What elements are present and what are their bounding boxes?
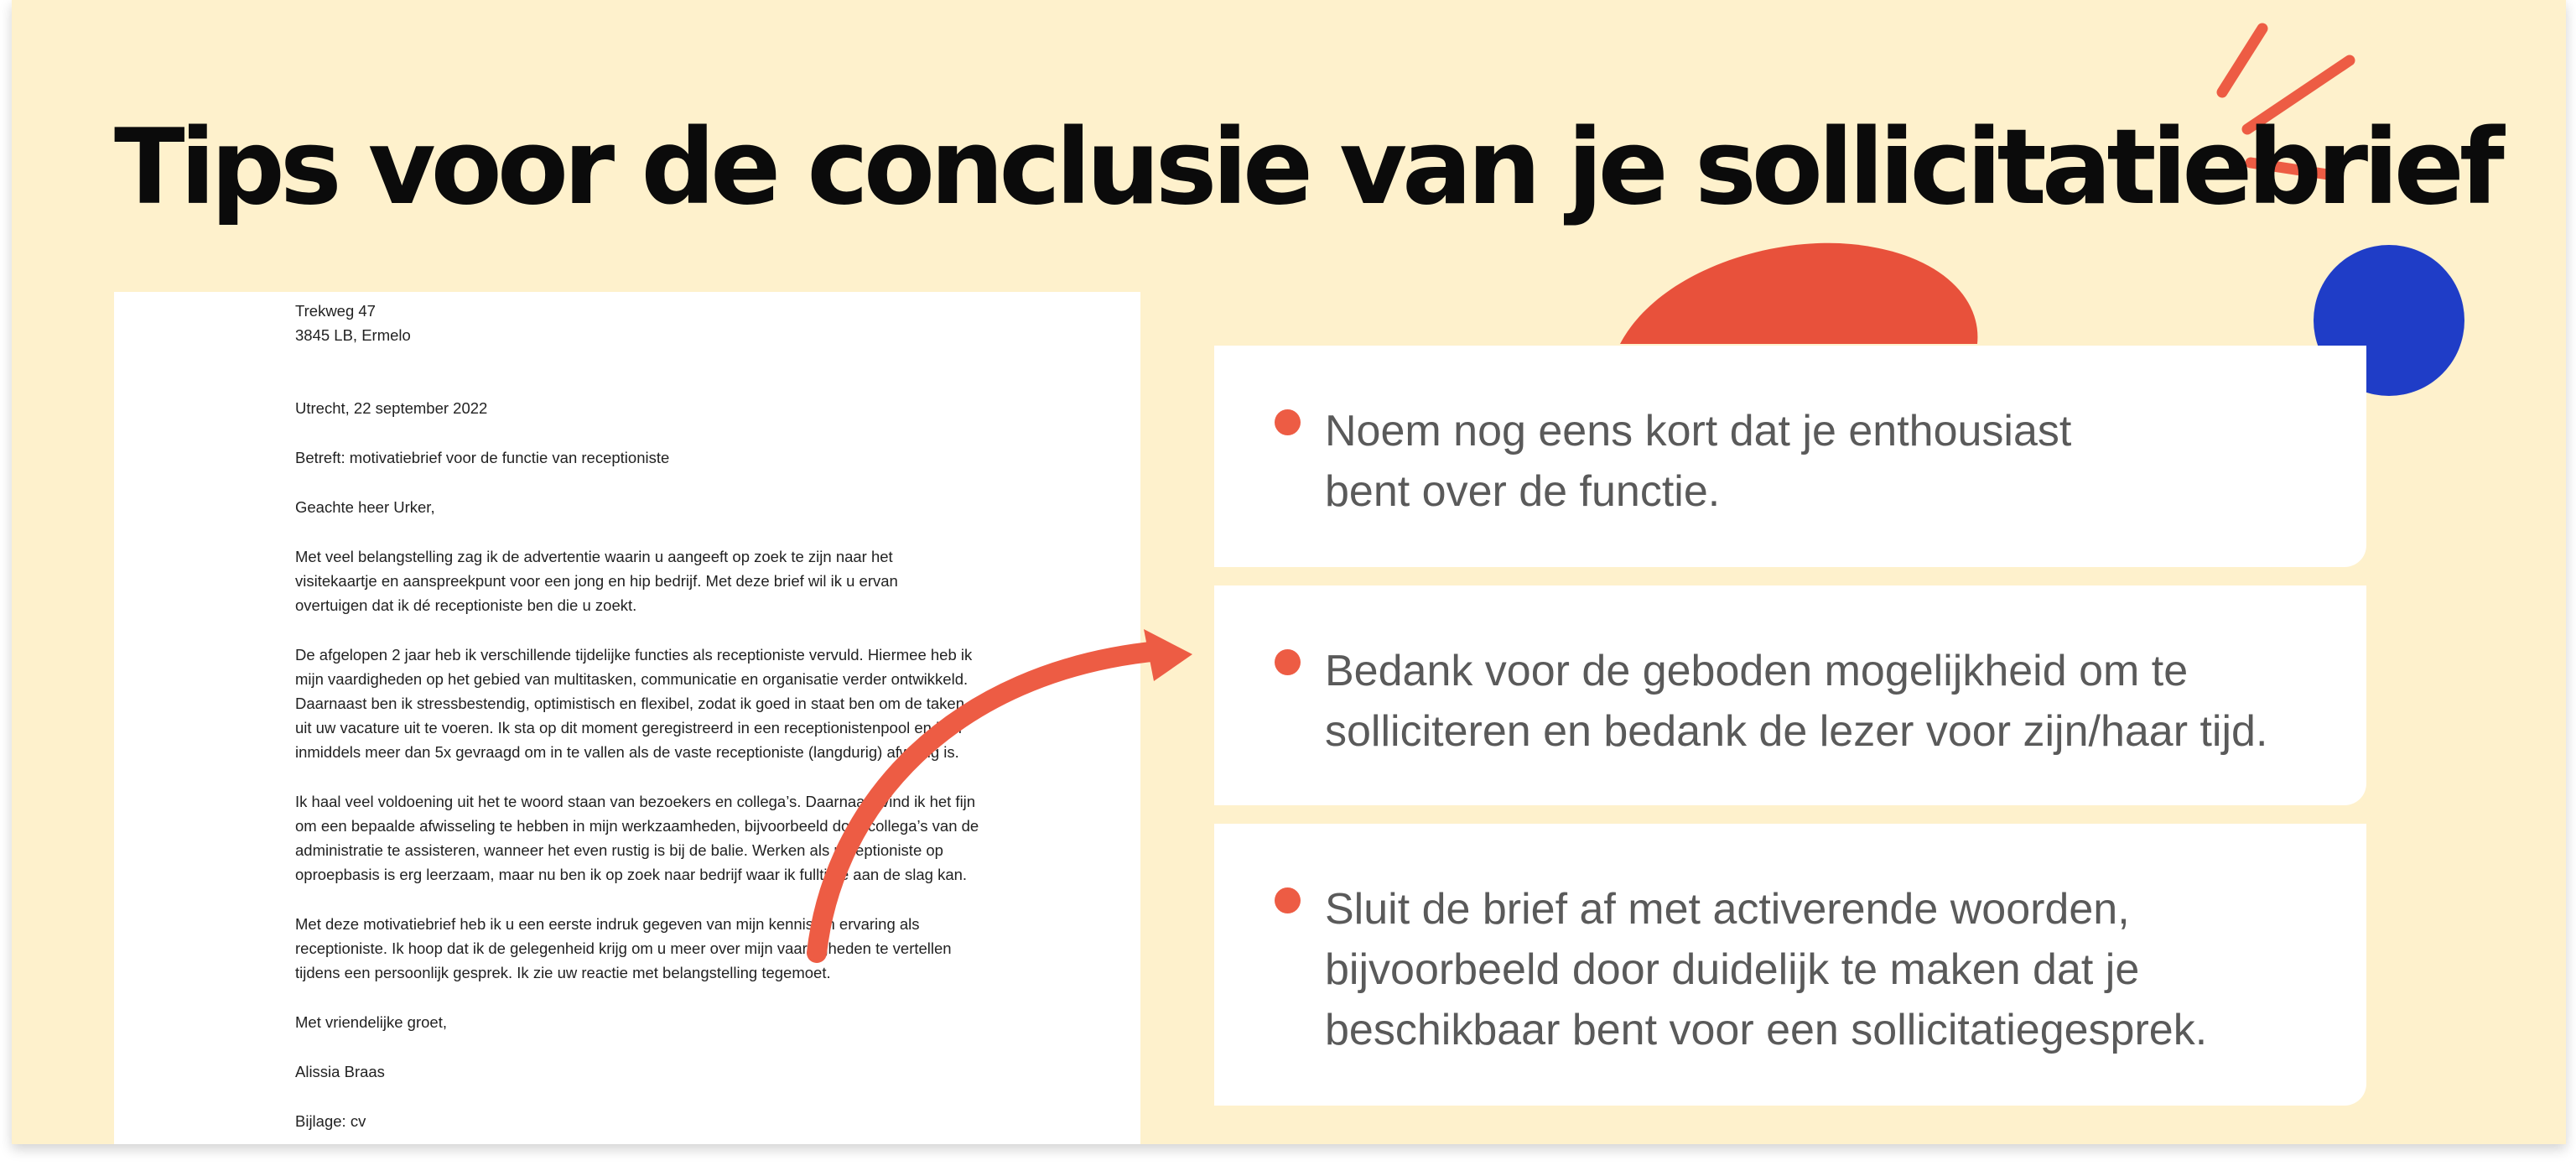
tip-text: Sluit de brief af met activerende woorden, bijvoorbeeld door duidelijk te maken dat je beschikbaar bent voor een sollicitatiegesprek. — [1325, 885, 2208, 1054]
letter-paragraph: De afgelopen 2 jaar heb ik verschillende tijdelijke functies als receptioniste vervuld. Hiermee heb ik mijn vaardigheden op het gebied van multitasken, communicatie en organisatie verder ontwikkeld. Daarnaast ben ik stressbestendig, optimistisch en flexibel, zodat ik goed in staat ben om de taken uit uw vacature uit te voeren. Ik sta op dit moment geregistreerd in een receptionistenpool en ben inmiddels meer dan 5x gevraagd om in te vallen als de vaste receptioniste (langdurig) afwezig is. — [295, 646, 973, 761]
letter-date: Utrecht, 22 september 2022 — [295, 399, 488, 417]
letter-paragraph: Met veel belangstelling zag ik de advertentie waarin u aangeeft op zoek te zijn naar het visitekaartje en aanspreekpunt voor een jong en hip bedrijf. Met deze brief wil ik u ervan overtuigen dat ik dé receptioniste ben die u zoekt. — [295, 548, 898, 614]
page-title: Tips voor de conclusie van je sollicitatiebrief — [114, 107, 2500, 228]
letter-paragraph: Met deze motivatiebrief heb ik u een eerste indruk gegeven van mijn kennis en ervaring als receptioniste. Ik hoop dat ik de gelegenheid krijg om u meer over mijn vaardigheden te vertellen tijdens een persoonlijk gesprek. Ik zie uw reactie met belangstelling tegemoet. — [295, 915, 952, 981]
bullet-dot-icon — [1275, 409, 1301, 435]
bullet-dot-icon — [1275, 649, 1301, 675]
letter-signature: Alissia Braas — [295, 1063, 385, 1080]
letter-paragraph: Ik haal veel voldoening uit het te woord staan van bezoekers en collega’s. Daarnaast vind ik het fijn om een bepaalde afwisseling te hebben in mijn werkzaamheden, bijvoorbeeld door collega’s van de administratie te assisteren, wanneer het even rustig is bij de balie. Werken als receptioniste op oproepbasis is erg leerzaam, maar nu ben ik op zoek naar bedrijf waar ik fulltime aan de slag kan. — [295, 793, 979, 883]
red-blob-shape — [1620, 243, 1977, 344]
letter-subject: Betreft: motivatiebrief voor de functie van receptioniste — [295, 449, 670, 466]
tip-text: Bedank voor de geboden mogelijkheid om te solliciteren en bedank de lezer voor zijn/haar tijd. — [1325, 647, 2268, 756]
letter-attachment: Bijlage: cv — [295, 1112, 366, 1130]
tip-card — [1214, 586, 2366, 805]
bullet-dot-icon — [1275, 887, 1301, 913]
letter-salutation: Geachte heer Urker, — [295, 498, 435, 516]
tip-card — [1214, 824, 2366, 1106]
letter-address: Trekweg 47 3845 LB, Ermelo — [295, 302, 411, 344]
example-letter — [114, 292, 1140, 1144]
letter-closing: Met vriendelijke groet, — [295, 1013, 447, 1031]
tip-card — [1214, 346, 2366, 567]
tip-text: Noem nog eens kort dat je enthousiast bent over de functie. — [1325, 407, 2072, 516]
infographic-card — [12, 0, 2566, 1144]
